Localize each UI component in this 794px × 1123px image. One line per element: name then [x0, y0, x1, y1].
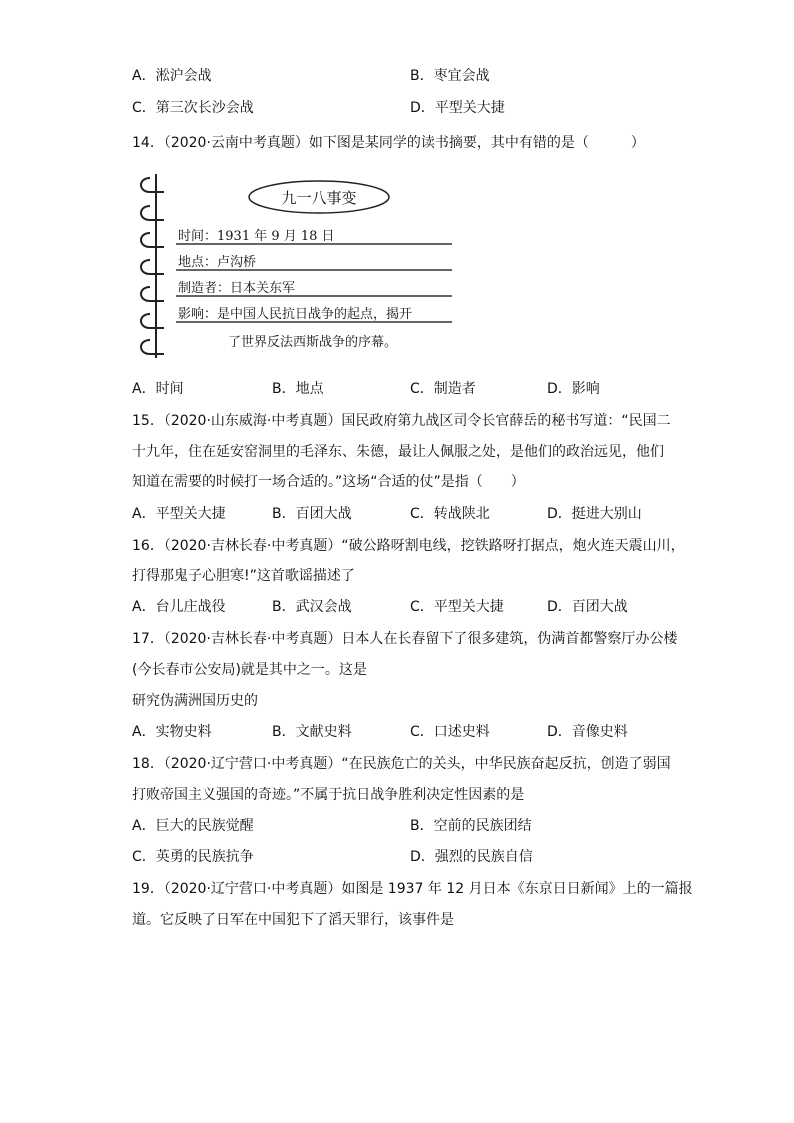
q16-option-c: C．平型关大捷 — [410, 599, 504, 615]
q17-option-c: C．口述史料 — [410, 724, 490, 740]
q14-option-d: D．影响 — [547, 381, 600, 397]
q17-option-d: D．音像史料 — [547, 724, 628, 740]
q18-line-2: 打败帝国主义强国的奇迹。”不属于抗日战争胜利决定性因素的是 — [132, 787, 525, 803]
note-time: 时间：1931 年 9 月 18 日 — [178, 229, 335, 244]
q16-line-1: 16．（2020·吉林长春·中考真题）“破公路呀割电线，挖铁路呀打据点，炮火连天震山川， — [132, 538, 685, 554]
q13-option-a: A．淞沪会战 — [132, 68, 212, 84]
q15-option-b: B．百团大战 — [272, 506, 352, 522]
q14-option-c: C．制造者 — [410, 381, 476, 397]
note-place: 地点：卢沟桥 — [178, 255, 257, 270]
q17-line-2: (今长春市公安局)就是其中之一。这是 — [132, 662, 367, 678]
q15-option-d: D．挺进大别山 — [547, 506, 642, 522]
note-title: 九一八事变 — [281, 189, 357, 207]
q14-option-a: A．时间 — [132, 381, 184, 397]
q17-line-3: 研究伪满洲国历史的 — [132, 693, 258, 709]
q16-option-d: D．百团大战 — [547, 599, 628, 615]
note-impact-2: 了世界反法西斯战争的序幕。 — [228, 335, 398, 350]
spiral-binding — [141, 174, 164, 358]
q13-option-b: B．枣宜会战 — [410, 68, 490, 84]
q16-option-a: A．台儿庄战役 — [132, 599, 226, 615]
q15-line-3: 知道在需要的时候打一场合适的。”这场“合适的仗”是指（ ） — [132, 474, 525, 490]
q14-stem: 14．（2020·云南中考真题）如下图是某同学的读书摘要，其中有错的是（ ） — [132, 135, 645, 151]
q15-line-2: 十九年，住在延安窑洞里的毛泽东、朱德，最让人佩服之处，是他们的政治远见，他们 — [132, 444, 664, 460]
q15-option-c: C．转战陕北 — [410, 506, 490, 522]
q19-line-1: 19．（2020·辽宁营口·中考真题）如图是 1937 年 12 月日本《东京日日新闻》上的一篇报 — [132, 881, 693, 897]
q17-line-1: 17．（2020·吉林长春·中考真题）日本人在长春留下了很多建筑，伪满首都警察厅办公楼 — [132, 631, 678, 647]
q13-option-c: C．第三次长沙会战 — [132, 100, 254, 116]
reading-note-image — [136, 170, 466, 360]
q18-option-c: C．英勇的民族抗争 — [132, 849, 254, 865]
q18-option-b: B．空前的民族团结 — [410, 818, 532, 834]
q17-option-a: A．实物史料 — [132, 724, 212, 740]
q14-option-b: B．地点 — [272, 381, 324, 397]
q16-option-b: B．武汉会战 — [272, 599, 352, 615]
q16-line-2: 打得那鬼子心胆寒!”这首歌谣描述了 — [132, 568, 355, 584]
q18-option-d: D．强烈的民族自信 — [410, 849, 533, 865]
q18-option-a: A．巨大的民族觉醒 — [132, 818, 254, 834]
q15-option-a: A．平型关大捷 — [132, 506, 226, 522]
q13-option-d: D．平型关大捷 — [410, 100, 505, 116]
q15-line-1: 15．（2020·山东威海·中考真题）国民政府第九战区司令长官薛岳的秘书写道：“民国二 — [132, 413, 671, 429]
note-impact-1: 影响：是中国人民抗日战争的起点，揭开 — [178, 307, 413, 322]
q17-option-b: B．文献史料 — [272, 724, 352, 740]
q18-line-1: 18．（2020·辽宁营口·中考真题）“在民族危亡的关头，中华民族奋起反抗，创造了弱国 — [132, 756, 671, 772]
note-maker: 制造者：日本关东军 — [178, 281, 296, 296]
q19-line-2: 道。它反映了日军在中国犯下了滔天罪行，该事件是 — [132, 912, 454, 928]
